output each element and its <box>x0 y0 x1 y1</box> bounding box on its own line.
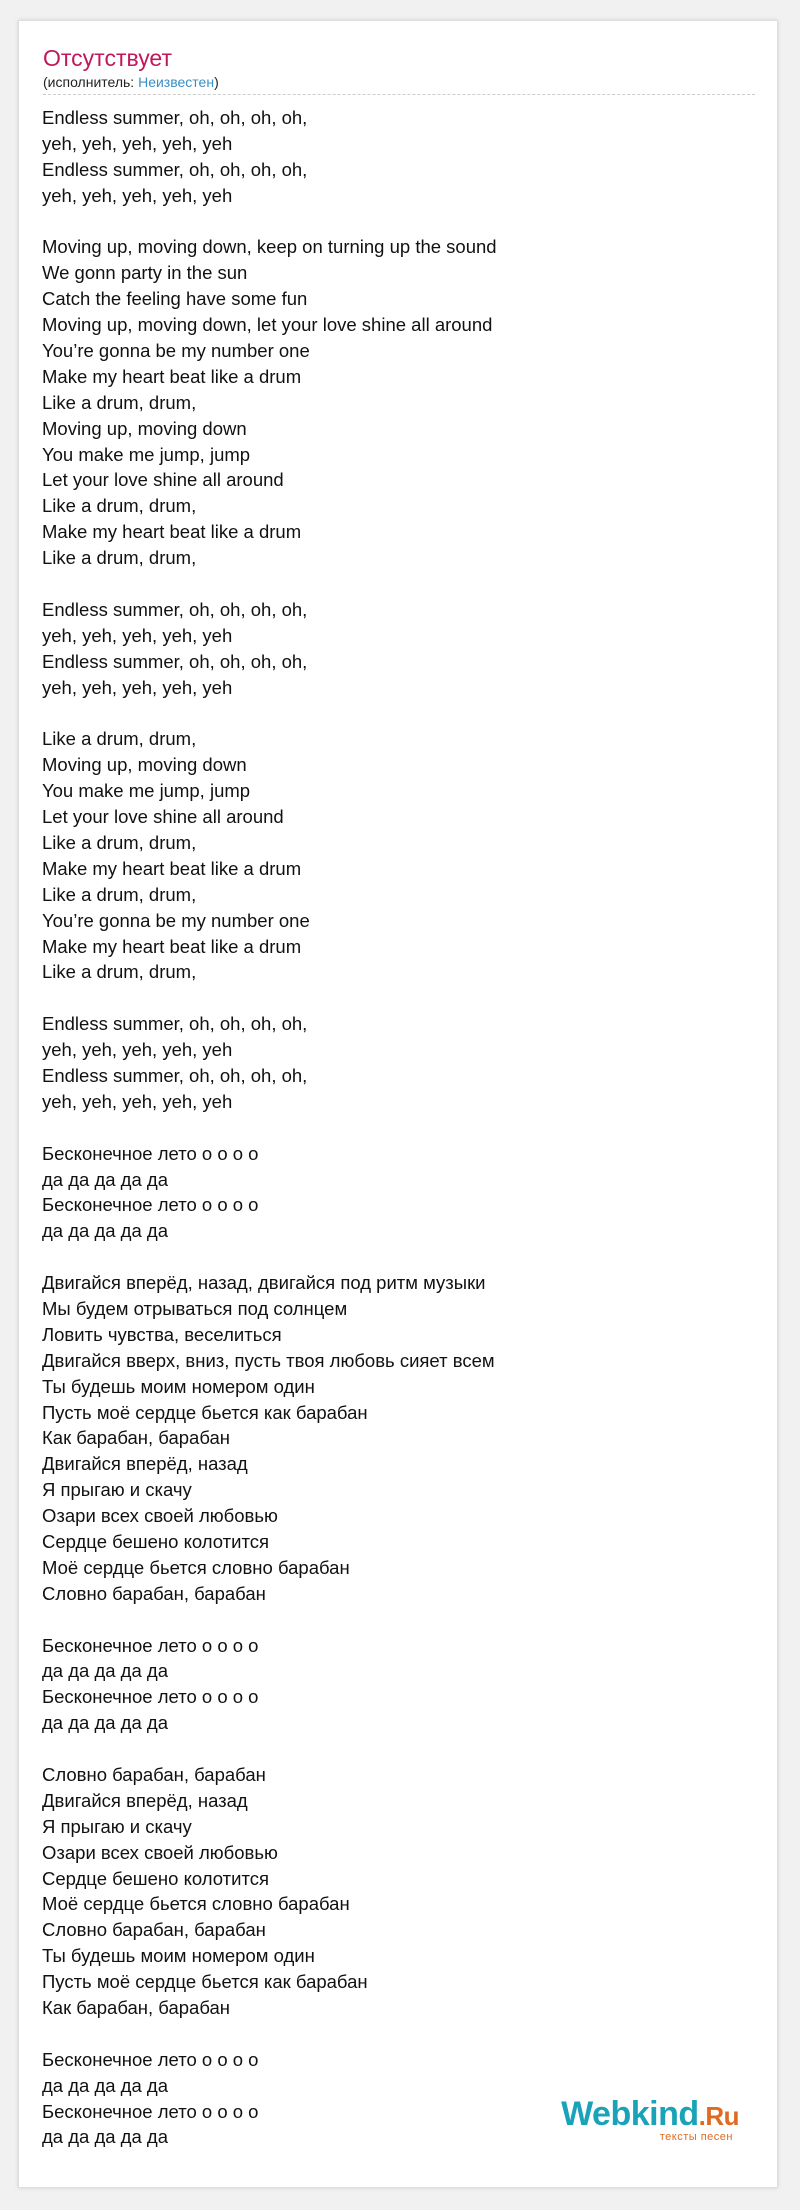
lyric-line: Moving up, moving down, keep on turning up the sound <box>42 236 497 258</box>
lyric-line: yeh, yeh, yeh, yeh, yeh <box>42 1090 233 1112</box>
lyric-line: Словно барабан, барабан <box>42 1582 266 1604</box>
lyric-line: Как барабан, барабан <box>42 1427 231 1449</box>
lyric-line: You make me jump, jump <box>42 443 251 465</box>
lyric-line: Ты будешь моим номером один <box>42 1375 315 1397</box>
lyric-line: Двигайся вперёд, назад <box>42 1789 248 1811</box>
lyric-line: Моё сердце бьется словно барабан <box>42 1893 350 1915</box>
stanza-break <box>42 1607 754 1633</box>
lyric-line: Endless summer, oh, oh, oh, oh, <box>42 1013 308 1035</box>
lyric-line: We gonn party in the sun <box>42 262 248 284</box>
lyric-line: Двигайся вперёд, назад, двигайся под ритм музыки <box>42 1272 486 1294</box>
lyric-line: yeh, yeh, yeh, yeh, yeh <box>42 132 233 154</box>
lyric-line: Let your love shine all around <box>42 806 284 828</box>
lyric-line: Сердце бешено колотится <box>42 1867 269 1889</box>
lyric-line: Двигайся вперёд, назад <box>42 1453 248 1475</box>
site-logo[interactable] <box>561 2096 739 2143</box>
lyric-line: Make my heart beat like a drum <box>42 521 302 543</box>
song-title: Отсутствует <box>43 45 172 71</box>
lyric-line: Бесконечное лето о о о о <box>42 1194 259 1216</box>
song-header <box>43 43 755 91</box>
lyric-line: да да да да да <box>42 1712 168 1734</box>
logo-wordmark <box>561 2096 739 2134</box>
lyric-line: Озари всех своей любовью <box>42 1841 278 1863</box>
lyric-line: Пусть моё сердце бьется как барабан <box>42 1971 368 1993</box>
lyric-line: Make my heart beat like a drum <box>42 935 302 957</box>
stanza-break <box>42 700 754 726</box>
lyric-line: You’re gonna be my number one <box>42 340 310 362</box>
lyric-line: Endless summer, oh, oh, oh, oh, <box>42 158 308 180</box>
lyric-line: Moving up, moving down <box>42 754 247 776</box>
lyric-line: Я прыгаю и скачу <box>42 1479 192 1501</box>
lyric-line: Мы будем отрываться под солнцем <box>42 1297 348 1319</box>
lyrics-card <box>18 20 778 2188</box>
lyric-line: да да да да да <box>42 2074 168 2096</box>
lyric-line: You make me jump, jump <box>42 780 251 802</box>
stanza-break <box>42 571 754 597</box>
logo-tagline: тексты песен <box>659 2131 733 2143</box>
lyric-line: yeh, yeh, yeh, yeh, yeh <box>42 624 233 646</box>
logo-tld: .Ru <box>698 2101 739 2131</box>
stanza-break <box>42 985 754 1011</box>
lyrics-body <box>42 105 754 2150</box>
lyric-line: yeh, yeh, yeh, yeh, yeh <box>42 184 233 206</box>
stanza-break <box>42 209 754 235</box>
lyric-line: Бесконечное лето о о о о <box>42 2100 259 2122</box>
lyric-line: Like a drum, drum, <box>42 728 197 750</box>
lyric-line: Пусть моё сердце бьется как барабан <box>42 1401 368 1423</box>
artist-suffix: ) <box>214 74 219 90</box>
stanza-break <box>42 1115 754 1141</box>
lyric-line: Make my heart beat like a drum <box>42 857 302 879</box>
lyric-line: Бесконечное лето о о о о <box>42 1142 259 1164</box>
stanza-break <box>42 1736 754 1762</box>
lyric-line: yeh, yeh, yeh, yeh, yeh <box>42 676 233 698</box>
lyric-line: Like a drum, drum, <box>42 391 197 413</box>
lyric-line: Двигайся вверх, вниз, пусть твоя любовь сияет всем <box>42 1349 495 1371</box>
lyric-line: You’re gonna be my number one <box>42 909 310 931</box>
lyric-line: Бесконечное лето о о о о <box>42 2048 259 2070</box>
lyric-line: Like a drum, drum, <box>42 495 197 517</box>
lyric-line: да да да да да <box>42 1168 168 1190</box>
lyric-line: Like a drum, drum, <box>42 961 197 983</box>
lyric-line: Ловить чувства, веселиться <box>42 1323 282 1345</box>
stanza-break <box>42 1244 754 1270</box>
lyric-line: да да да да да <box>42 1660 168 1682</box>
lyric-line: Endless summer, oh, oh, oh, oh, <box>42 107 308 128</box>
lyric-line: Моё сердце бьется словно барабан <box>42 1556 350 1578</box>
lyric-line: Озари всех своей любовью <box>42 1505 278 1527</box>
stanza-break <box>42 2021 754 2047</box>
lyric-line: да да да да да <box>42 1220 168 1242</box>
lyric-line: Ты будешь моим номером один <box>42 1945 315 1967</box>
artist-line <box>43 73 755 91</box>
artist-prefix: (исполнитель: <box>43 74 139 90</box>
logo-main-text: Webkind <box>561 2095 699 2133</box>
lyric-line: Catch the feeling have some fun <box>42 288 308 310</box>
lyric-line: Я прыгаю и скачу <box>42 1815 192 1837</box>
lyric-line: Make my heart beat like a drum <box>42 365 302 387</box>
lyric-line: Endless summer, oh, oh, oh, oh, <box>42 650 308 672</box>
lyric-line: yeh, yeh, yeh, yeh, yeh <box>42 1039 233 1061</box>
header-divider <box>43 94 755 95</box>
lyric-line: Как барабан, барабан <box>42 1997 231 2019</box>
artist-link[interactable]: Неизвестен <box>138 74 215 90</box>
lyric-line: Like a drum, drum, <box>42 883 197 905</box>
lyric-line: Let your love shine all around <box>42 469 284 491</box>
lyric-line: Like a drum, drum, <box>42 831 197 853</box>
lyric-line: Moving up, moving down <box>42 417 247 439</box>
lyric-line: Бесконечное лето о о о о <box>42 1686 259 1708</box>
lyric-line: Словно барабан, барабан <box>42 1764 266 1785</box>
lyric-line: Like a drum, drum, <box>42 547 197 569</box>
lyric-line: Бесконечное лето о о о о <box>42 1634 259 1656</box>
lyric-line: Сердце бешено колотится <box>42 1530 269 1552</box>
lyric-line: Endless summer, oh, oh, oh, oh, <box>42 598 308 620</box>
lyric-line: да да да да да <box>42 2126 168 2148</box>
lyric-line: Moving up, moving down, let your love shine all around <box>42 314 493 336</box>
lyric-line: Endless summer, oh, oh, oh, oh, <box>42 1064 308 1086</box>
lyric-line: Словно барабан, барабан <box>42 1919 266 1941</box>
